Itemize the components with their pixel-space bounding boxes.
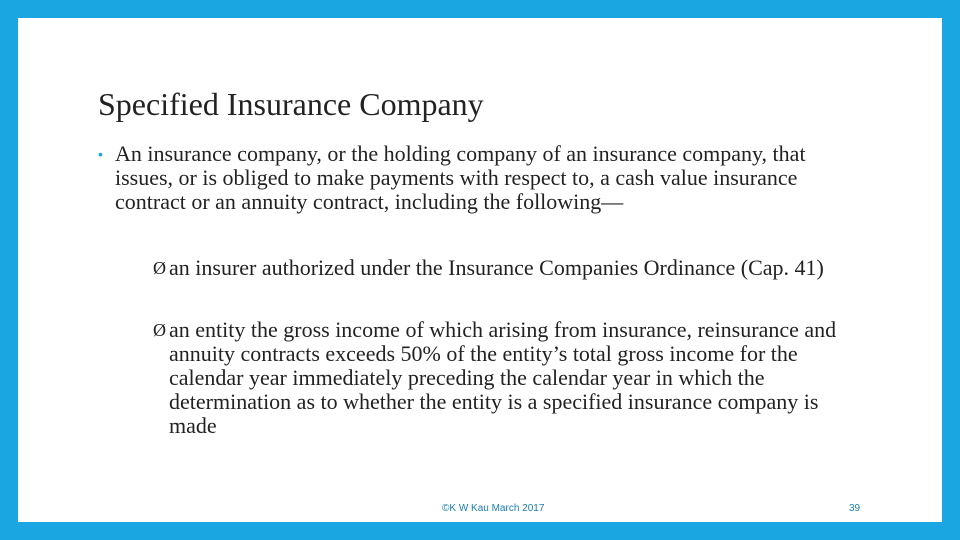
arrow-bullet-icon: Ø	[153, 320, 166, 340]
bullet-text: An insurance company, or the holding company of an insurance company, that issues, or is obliged to make payments with respect to, a cash value insurance contract or an annuity contract, including the following—	[115, 141, 806, 214]
bullet-dot-icon: •	[98, 146, 103, 162]
slide	[18, 18, 942, 522]
footer-text: ©K W Kau March 2017	[442, 503, 545, 514]
sub-bullet-item	[153, 318, 853, 438]
arrow-bullet-icon: Ø	[153, 258, 166, 278]
bullet-item	[98, 142, 858, 214]
sub-bullet-text: an insurer authorized under the Insurance Companies Ordinance (Cap. 41)	[169, 255, 824, 280]
sub-bullet-item	[153, 256, 853, 280]
sub-bullet-text: an entity the gross income of which arising from insurance, reinsurance and annuity contracts exceeds 50% of the entity’s total gross income for the calendar year immediately preceding the calendar year in which the determination as to whether the entity is a specified insurance company is made	[169, 317, 837, 438]
page-number: 39	[849, 503, 861, 514]
slide-title: Specified Insurance Company	[98, 86, 484, 122]
